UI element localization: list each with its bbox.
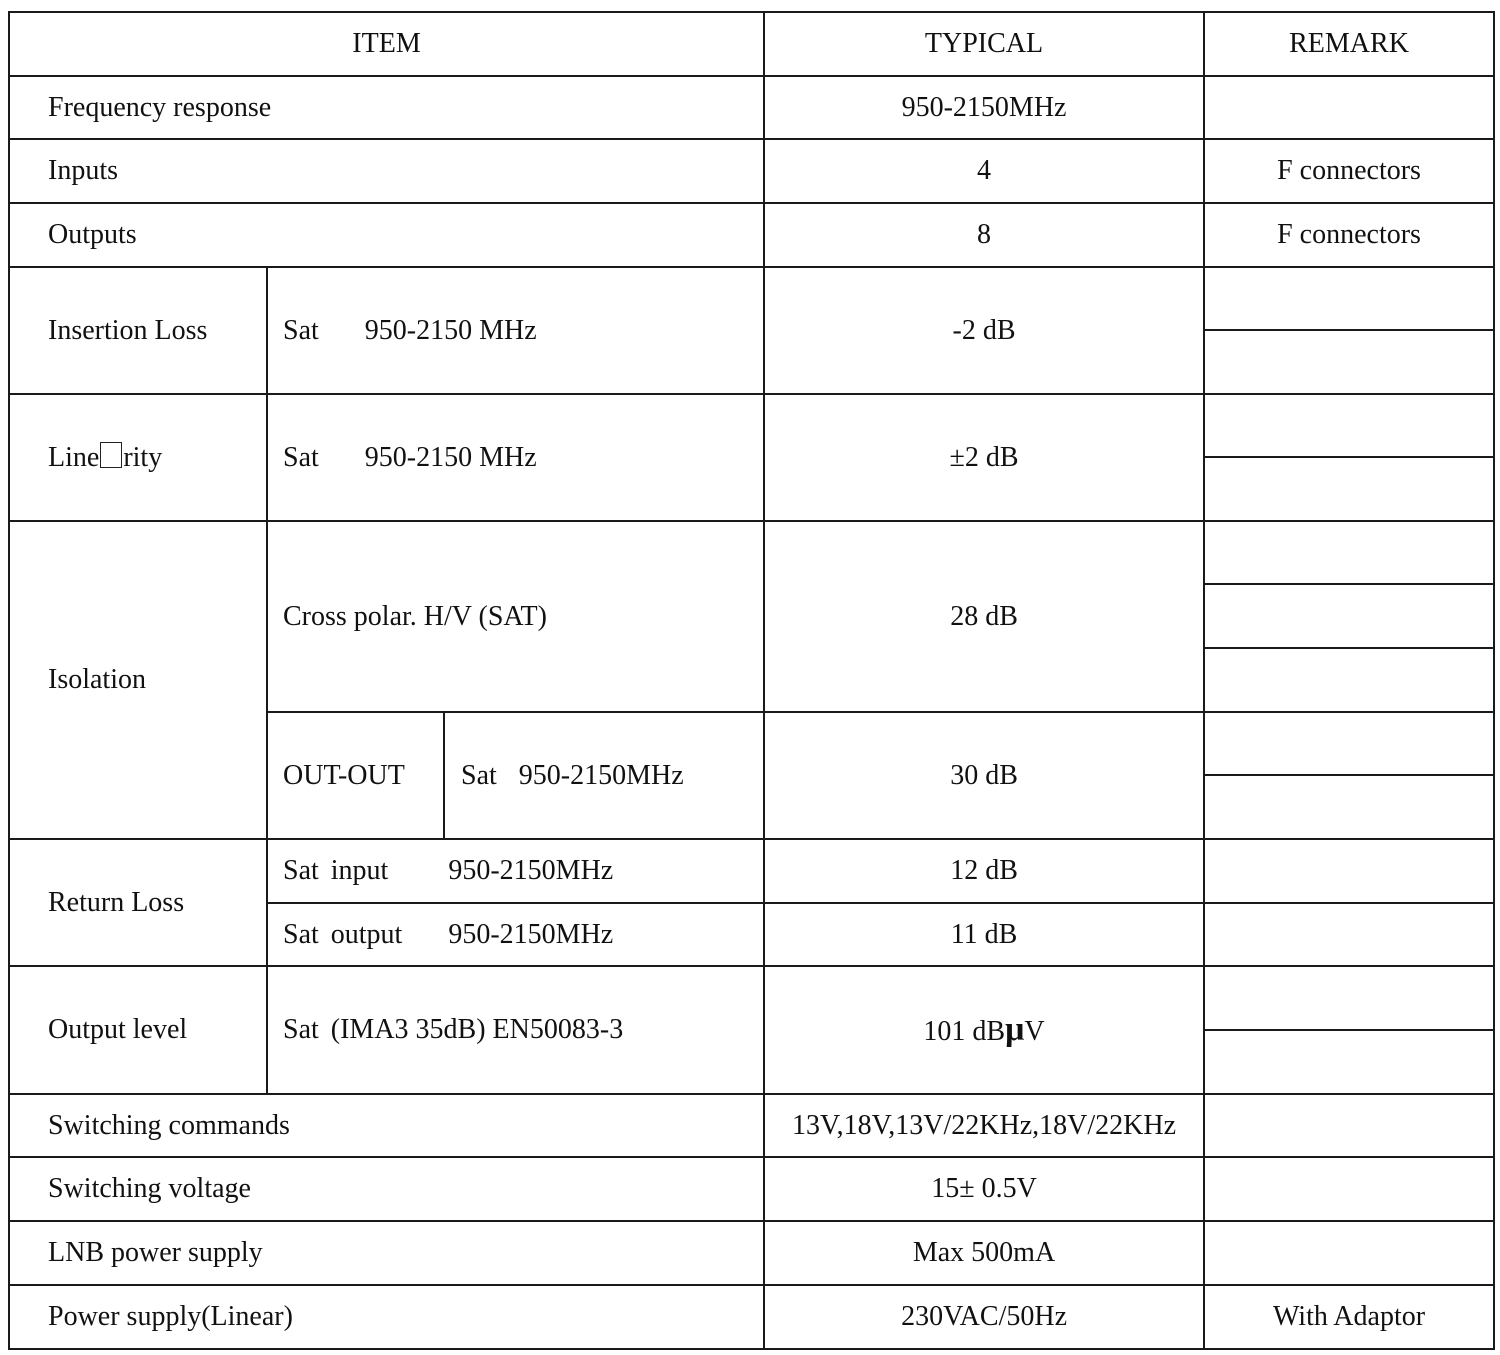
port-label: input [330, 855, 389, 886]
remark-frequency-response [1204, 76, 1494, 139]
remark-switching-commands [1204, 1094, 1494, 1157]
remark-cell [1204, 521, 1494, 584]
header-remark: REMARK [1204, 12, 1494, 76]
freq-label: 950-2150 MHz [364, 314, 537, 346]
freq-label: 950-2150MHz [448, 918, 614, 950]
item-isolation: Isolation [9, 521, 267, 839]
remark-cell [1204, 966, 1494, 1030]
freq-label: 950-2150MHz [448, 855, 614, 886]
condition-out-out [444, 712, 764, 839]
condition-output-level [267, 966, 764, 1094]
typical-return-loss-output: 11 dB [764, 903, 1204, 966]
item-switching-commands: Switching commands [9, 1094, 764, 1157]
remark-outputs: F connectors [1204, 203, 1494, 267]
band-label: Sat [283, 855, 319, 886]
row-switching-commands [9, 1094, 1494, 1157]
remark-cell [1204, 394, 1494, 457]
row-isolation-cross-polar [9, 521, 1494, 584]
value-label: 101 dB [923, 1016, 1006, 1047]
freq-label: 950-2150 MHz [364, 441, 537, 473]
row-linearity [9, 394, 1494, 457]
typical-return-loss-input: 12 dB [764, 839, 1204, 903]
typical-out-out: 30 dB [764, 712, 1204, 839]
freq-label: 950-2150MHz [518, 759, 684, 791]
header-item: ITEM [9, 12, 764, 76]
row-insertion-loss [9, 267, 1494, 330]
band-label: Sat [283, 314, 319, 346]
header-typical: TYPICAL [764, 12, 1204, 76]
mu-symbol: μ [1005, 1011, 1025, 1048]
row-inputs [9, 139, 1494, 203]
item-inputs: Inputs [9, 139, 764, 203]
spec-table [8, 11, 1495, 1350]
remark-cell [1204, 457, 1494, 521]
item-power-supply: Power supply(Linear) [9, 1285, 764, 1349]
item-outputs: Outputs [9, 203, 764, 267]
condition-return-loss-input [267, 839, 764, 903]
remark-cell [1204, 584, 1494, 648]
item-linearity [9, 394, 267, 521]
typical-inputs: 4 [764, 139, 1204, 203]
row-outputs [9, 203, 1494, 267]
typical-frequency-response: 950-2150MHz [764, 76, 1204, 139]
remark-power-supply: With Adaptor [1204, 1285, 1494, 1349]
item-lnb-power-supply: LNB power supply [9, 1221, 764, 1285]
unit-label: V [1024, 1016, 1045, 1047]
missing-glyph-box-icon [100, 442, 122, 468]
item-switching-voltage: Switching voltage [9, 1157, 764, 1221]
band-label: Sat [461, 759, 497, 791]
condition-linearity [267, 394, 764, 521]
port-label: output [330, 918, 403, 950]
typical-lnb-power-supply: Max 500mA [764, 1221, 1204, 1285]
item-frequency-response: Frequency response [9, 76, 764, 139]
condition-insertion-loss [267, 267, 764, 394]
linearity-suffix: rity [123, 441, 163, 473]
remark-cell [1204, 839, 1494, 903]
row-switching-voltage [9, 1157, 1494, 1221]
band-label: Sat [283, 1014, 319, 1045]
header-row [9, 12, 1494, 76]
remark-cell [1204, 330, 1494, 394]
row-lnb-power-supply [9, 1221, 1494, 1285]
remark-cell [1204, 775, 1494, 839]
typical-output-level [764, 966, 1204, 1094]
typical-insertion-loss: -2 dB [764, 267, 1204, 394]
remark-lnb-power-supply [1204, 1221, 1494, 1285]
remark-cell [1204, 903, 1494, 966]
typical-linearity: ±2 dB [764, 394, 1204, 521]
typical-outputs: 8 [764, 203, 1204, 267]
label-out-out: OUT-OUT [267, 712, 444, 839]
typical-power-supply: 230VAC/50Hz [764, 1285, 1204, 1349]
typical-switching-voltage: 15± 0.5V [764, 1157, 1204, 1221]
band-label: Sat [283, 441, 319, 473]
remark-cell [1204, 267, 1494, 330]
remark-cell [1204, 712, 1494, 775]
condition-label: (IMA3 35dB) EN50083-3 [330, 1014, 624, 1045]
remark-inputs: F connectors [1204, 139, 1494, 203]
remark-switching-voltage [1204, 1157, 1494, 1221]
remark-cell [1204, 648, 1494, 712]
condition-return-loss-output [267, 903, 764, 966]
remark-cell [1204, 1030, 1494, 1094]
row-power-supply [9, 1285, 1494, 1349]
row-return-loss-input [9, 839, 1494, 903]
item-return-loss: Return Loss [9, 839, 267, 966]
typical-cross-polar: 28 dB [764, 521, 1204, 712]
row-output-level [9, 966, 1494, 1030]
linearity-prefix: Line [48, 441, 100, 473]
typical-switching-commands: 13V,18V,13V/22KHz,18V/22KHz [764, 1094, 1204, 1157]
item-output-level: Output level [9, 966, 267, 1094]
condition-cross-polar: Cross polar. H/V (SAT) [267, 521, 764, 712]
band-label: Sat [283, 918, 319, 950]
row-frequency-response [9, 76, 1494, 139]
item-insertion-loss: Insertion Loss [9, 267, 267, 394]
